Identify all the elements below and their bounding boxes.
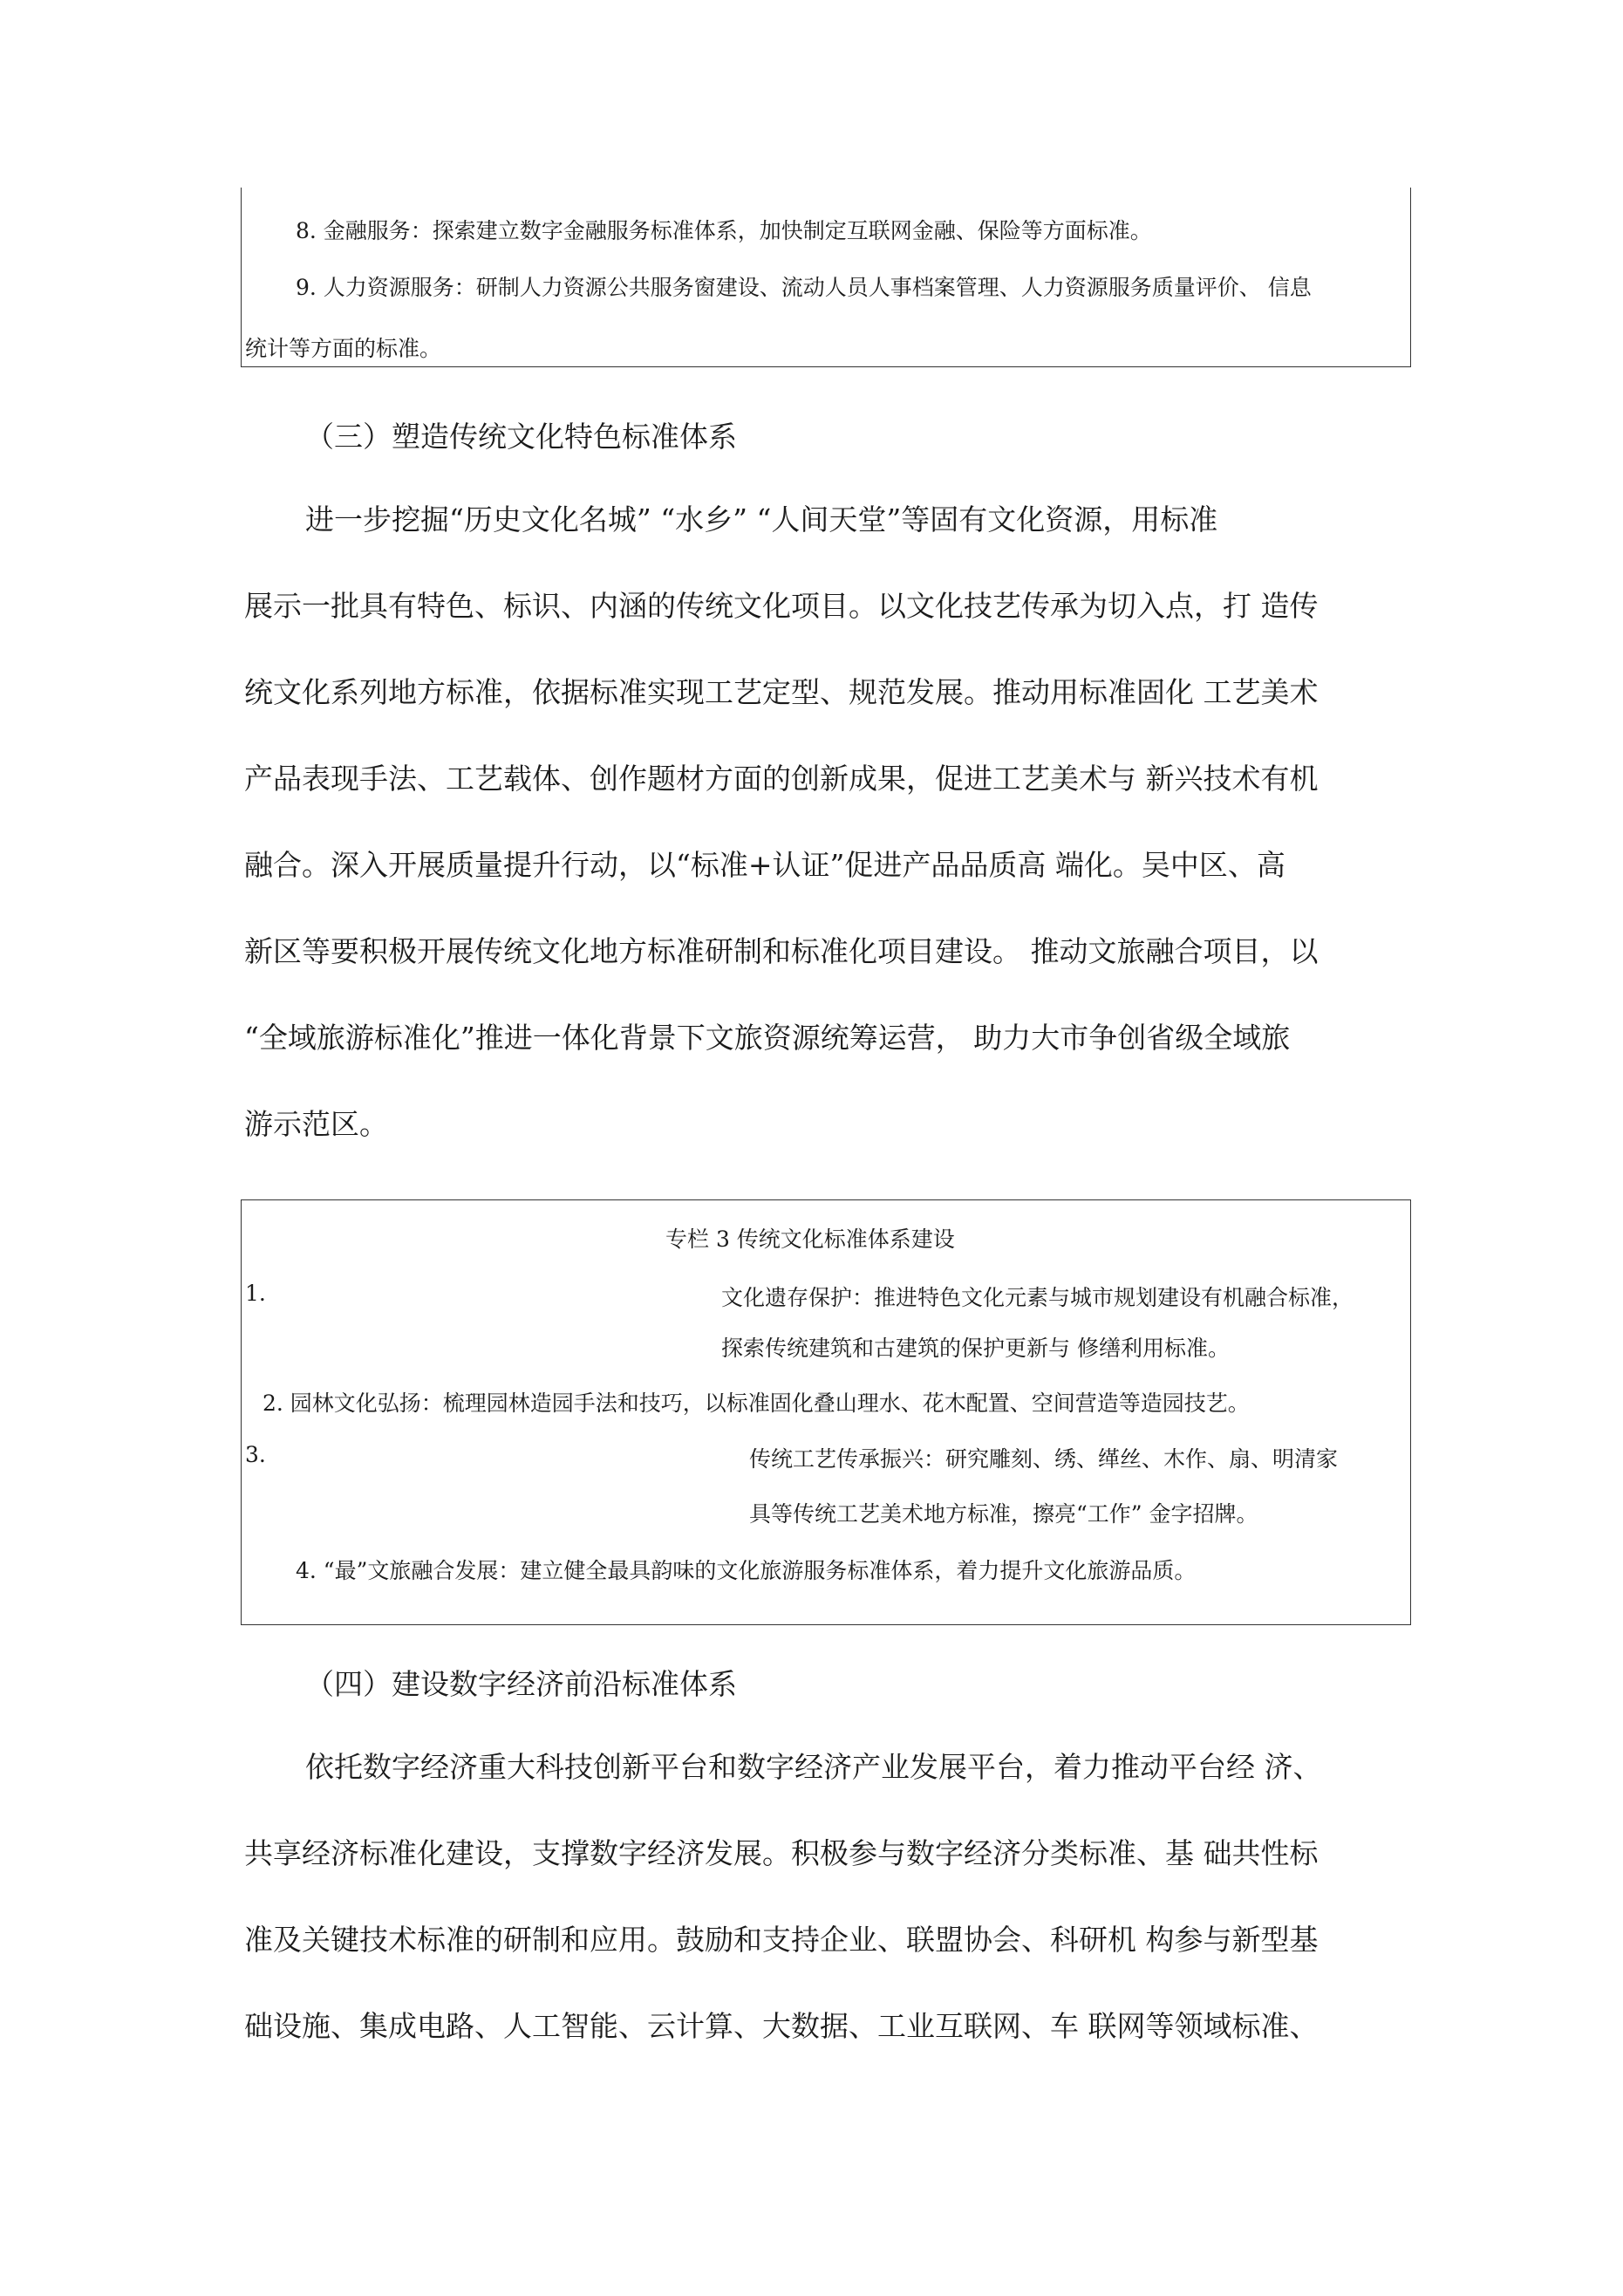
section-4-heading: （四）建设数字经济前沿标准体系	[305, 1667, 737, 1701]
column-3-item-1-number: 1.	[245, 1281, 266, 1306]
paragraph-line: 依托数字经济重大科技创新平台和数字经济产业发展平台，着力推动平台经 济、	[305, 1750, 1322, 1784]
paragraph-line: 统文化系列地方标准，依据标准实现工艺定型、规范发展。推动用标准固化 工艺美术	[244, 675, 1319, 709]
paragraph-line: 展示一批具有特色、标识、内涵的传统文化项目。以文化技艺传承为切入点，打 造传	[244, 589, 1319, 623]
paragraph-line: 进一步挖掘“历史文化名城” “水乡” “人间天堂”等固有文化资源，用标准	[305, 502, 1218, 536]
column-3-item-1-line-1: 文化遗存保护：推进特色文化元素与城市规划建设有机融合标准，	[721, 1285, 1354, 1310]
column-3-item-1-line-2: 探索传统建筑和古建筑的保护更新与 修缮利用标准。	[721, 1336, 1230, 1361]
column-3-item-4: 4. “最”文旅融合发展：建立健全最具韵味的文化旅游服务标准体系，着力提升文化旅游品质。	[296, 1558, 1197, 1583]
column-3-title: 专栏 3 传统文化标准体系建设	[665, 1227, 955, 1252]
paragraph-line: 产品表现手法、工艺载体、创作题材方面的创新成果，促进工艺美术与 新兴技术有机	[244, 762, 1319, 796]
column-box-continued	[241, 188, 1411, 367]
column-item-9-line-2: 统计等方面的标准。	[245, 336, 442, 361]
paragraph-line: “全域旅游标准化”推进一体化背景下文旅资源统筹运营， 助力大市争创省级全域旅	[244, 1021, 1291, 1055]
paragraph-line: 共享经济标准化建设，支撑数字经济发展。积极参与数字经济分类标准、基 础共性标	[244, 1836, 1319, 1870]
column-3-box	[241, 1199, 1411, 1625]
column-3-item-3-line-1: 传统工艺传承振兴：研究雕刻、绣、缂丝、木作、扇、明清家	[749, 1446, 1339, 1472]
paragraph-line: 融合。深入开展质量提升行动，以“标准+认证”促进产品品质高 端化。吴中区、高	[244, 848, 1285, 882]
column-item-8: 8. 金融服务：探索建立数字金融服务标准体系，加快制定互联网金融、保险等方面标准。	[296, 218, 1152, 243]
paragraph-line: 准及关键技术标准的研制和应用。鼓励和支持企业、联盟协会、科研机 构参与新型基	[244, 1923, 1319, 1957]
column-3-item-3-number: 3.	[245, 1442, 266, 1467]
paragraph-line: 新区等要积极开展传统文化地方标准研制和标准化项目建设。 推动文旅融合项目，以	[244, 934, 1319, 968]
paragraph-line: 础设施、集成电路、人工智能、云计算、大数据、工业互联网、车 联网等领域标准、	[244, 2009, 1319, 2043]
column-3-item-3-line-2: 具等传统工艺美术地方标准，擦亮“工作” 金字招牌。	[749, 1501, 1258, 1527]
column-item-9-line-1: 9. 人力资源服务：研制人力资源公共服务窗建设、流动人员人事档案管理、人力资源服务质量评价、 信息	[296, 275, 1312, 300]
column-3-item-2: 2. 园林文化弘扬：梳理园林造园手法和技巧，以标准固化叠山理水、花木配置、空间营造等造园技艺。	[263, 1391, 1250, 1416]
section-3-heading: （三）塑造传统文化特色标准体系	[305, 420, 737, 454]
paragraph-line: 游示范区。	[244, 1107, 388, 1141]
